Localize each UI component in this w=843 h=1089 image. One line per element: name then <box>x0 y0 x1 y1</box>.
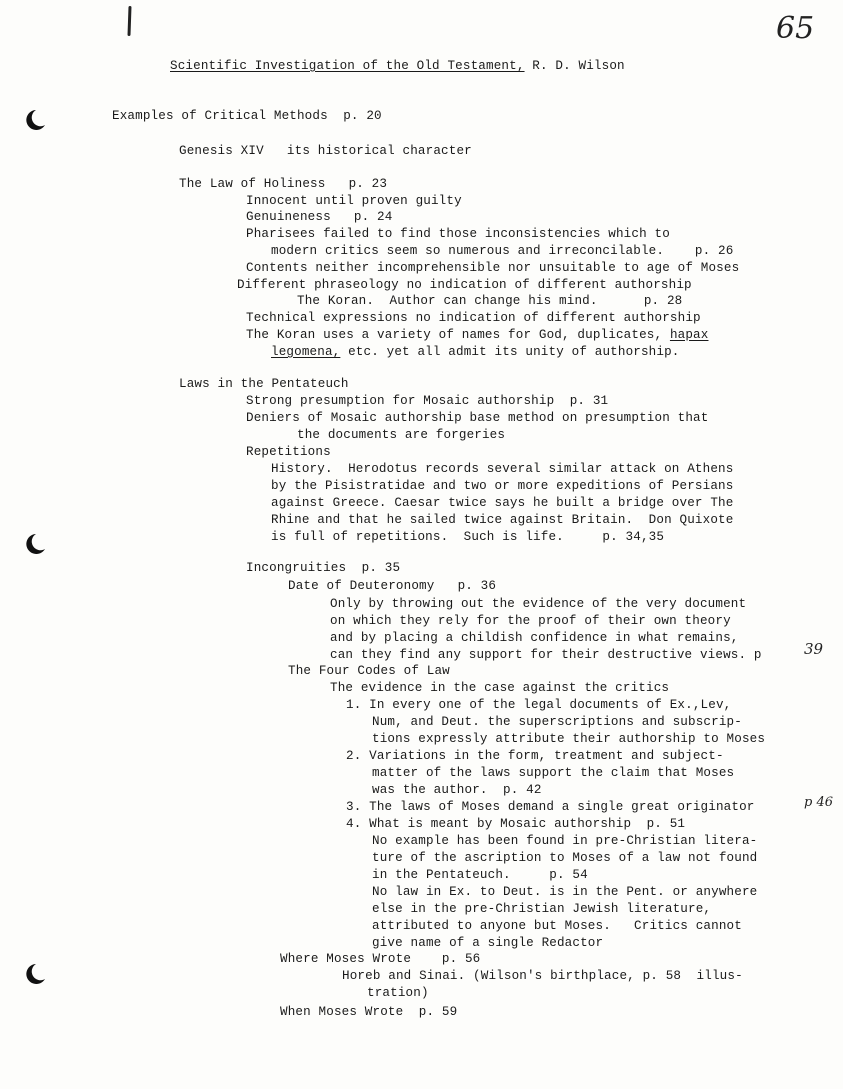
outline-line: Examples of Critical Methods p. 20 <box>112 109 382 123</box>
outline-line: ture of the ascription to Moses of a law not found <box>372 851 758 865</box>
outline-line: The Law of Holiness p. 23 <box>179 177 388 191</box>
outline-line: attributed to anyone but Moses. Critics cannot <box>372 919 742 933</box>
outline-line: Pharisees failed to find those inconsistencies which to <box>246 227 670 241</box>
term-legomena: legomena, <box>271 345 341 359</box>
outline-line: Different phraseology no indication of different authorship <box>237 278 692 292</box>
punch-hole-icon <box>22 532 46 556</box>
outline-line: is full of repetitions. Such is life. p. 34,35 <box>271 530 665 544</box>
koran-text: The Koran uses a variety of names for God, duplicates, <box>246 328 663 342</box>
outline-line: Repetitions <box>246 445 331 459</box>
outline-line: 4. What is meant by Mosaic authorship p. 51 <box>346 817 686 831</box>
outline-line: No law in Ex. to Deut. is in the Pent. or anywhere <box>372 885 758 899</box>
outline-line: in the Pentateuch. p. 54 <box>372 868 588 882</box>
outline-line: and by placing a childish confidence in what remains, <box>330 631 739 645</box>
outline-line: Laws in the Pentateuch <box>179 377 349 391</box>
outline-line <box>271 346 680 359</box>
outline-line: against Greece. Caesar twice says he built a bridge over The <box>271 496 734 510</box>
outline-line: Num, and Deut. the superscriptions and subscrip- <box>372 715 742 729</box>
margin-note: p 46 <box>804 795 833 810</box>
outline-line: The evidence in the case against the critics <box>330 681 670 695</box>
outline-line: Contents neither incomprehensible nor unsuitable to age of Moses <box>246 261 740 275</box>
outline-line: modern critics seem so numerous and irreconcilable. p. 26 <box>271 244 734 258</box>
outline-line: give name of a single Redactor <box>372 936 604 950</box>
outline-line: Incongruities p. 35 <box>246 561 401 575</box>
handwritten-page-number: 65 <box>776 11 815 46</box>
outline-line: else in the pre-Christian Jewish literature, <box>372 902 712 916</box>
outline-line: 2. Variations in the form, treatment and subject- <box>346 749 724 763</box>
ink-tick-mark <box>127 6 131 36</box>
outline-line: Technical expressions no indication of different authorship <box>246 311 701 325</box>
unity-text: etc. yet all admit its unity of authorship. <box>348 345 680 359</box>
outline-line: matter of the laws support the claim that Moses <box>372 766 735 780</box>
outline-line: tions expressly attribute their authorship to Moses <box>372 732 766 746</box>
outline-line: When Moses Wrote p. 59 <box>280 1005 458 1019</box>
outline-line: The Four Codes of Law <box>288 664 450 678</box>
margin-note: 39 <box>804 640 824 658</box>
outline-line: Rhine and that he sailed twice against Britain. Don Quixote <box>271 513 734 527</box>
outline-line: Genuineness p. 24 <box>246 210 393 224</box>
outline-line: can they find any support for their destructive views. p <box>330 648 762 662</box>
outline-line: The Koran. Author can change his mind. p. 28 <box>297 294 683 308</box>
punch-hole-icon <box>22 108 46 132</box>
outline-line: Deniers of Mosaic authorship base method on presumption that <box>246 411 709 425</box>
outline-line: tration) <box>367 986 429 1000</box>
outline-line: Only by throwing out the evidence of the very document <box>330 597 747 611</box>
punch-hole-icon <box>22 962 46 986</box>
outline-line: by the Pisistratidae and two or more expeditions of Persians <box>271 479 734 493</box>
outline-line: Strong presumption for Mosaic authorship p. 31 <box>246 394 609 408</box>
outline-line: History. Herodotus records several similar attack on Athens <box>271 462 734 476</box>
term-hapax: hapax <box>669 328 709 342</box>
outline-line: 1. In every one of the legal documents of Ex.,Lev, <box>346 698 732 712</box>
outline-line <box>246 329 708 342</box>
outline-line: 3. The laws of Moses demand a single great originator <box>346 800 755 814</box>
outline-line: on which they rely for the proof of their own theory <box>330 614 731 628</box>
outline-line: Innocent until proven guilty <box>246 194 462 208</box>
document-title <box>170 60 625 73</box>
outline-line: the documents are forgeries <box>297 428 506 442</box>
outline-line: No example has been found in pre-Christian litera- <box>372 834 758 848</box>
outline-line: Date of Deuteronomy p. 36 <box>288 579 497 593</box>
outline-line: was the author. p. 42 <box>372 783 542 797</box>
outline-line: Where Moses Wrote p. 56 <box>280 952 481 966</box>
title-author: R. D. Wilson <box>532 59 625 73</box>
outline-line: Horeb and Sinai. (Wilson's birthplace, p. 58 illus- <box>342 969 743 983</box>
title-underlined: Scientific Investigation of the Old Testament, <box>170 59 525 73</box>
outline-line: Genesis XIV its historical character <box>179 144 472 158</box>
